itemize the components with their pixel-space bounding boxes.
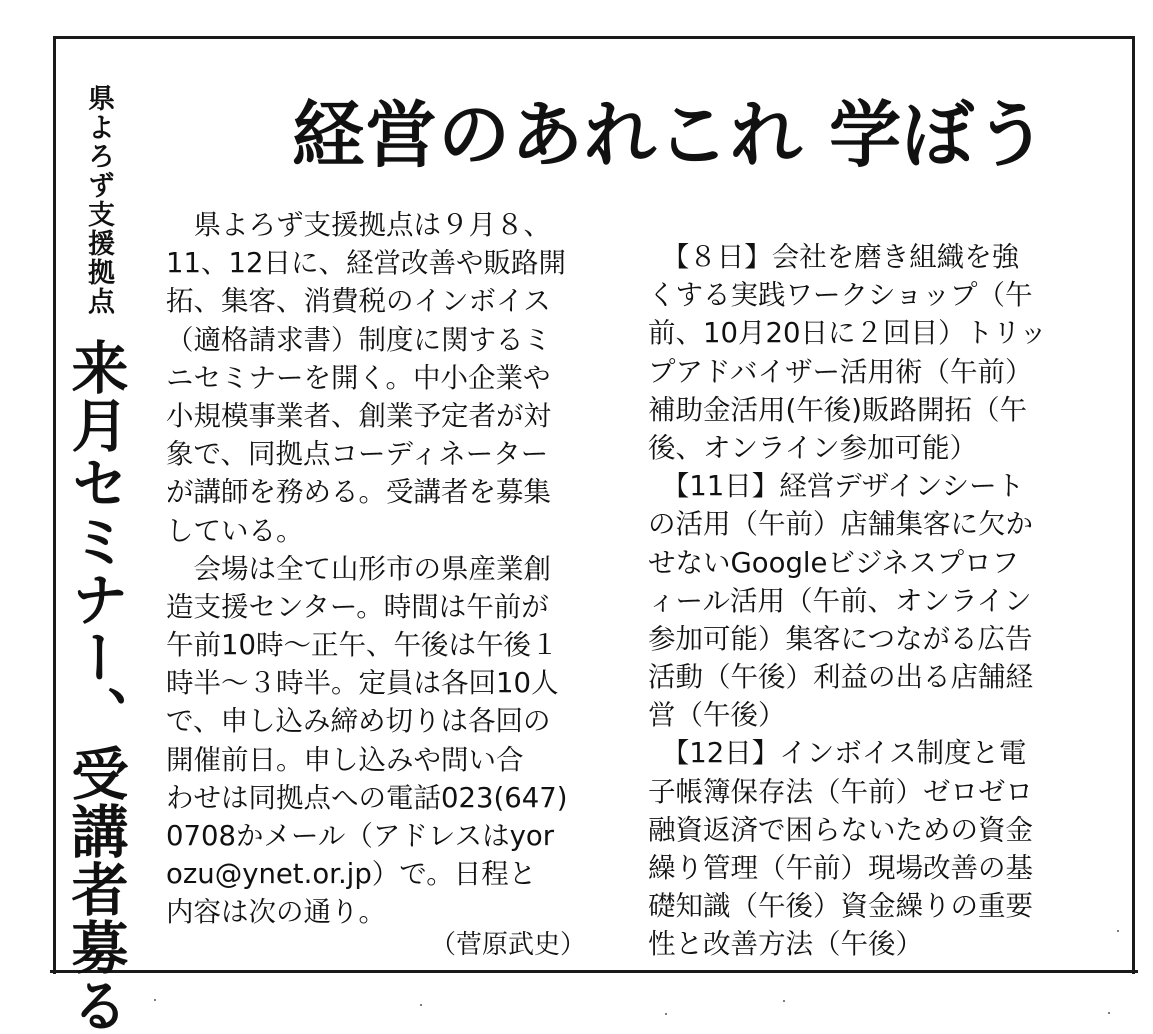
body-line: で、申し込み締め切りは各回の: [166, 705, 551, 738]
schedule-line: 前、10月20日に２回目）トリッ: [648, 317, 1047, 350]
body-line: （適格請求書）制度に関するミ: [166, 323, 551, 356]
schedule-line: 性と改善方法（午後）: [648, 928, 923, 961]
schedule-line: 繰り管理（午前）現場改善の基: [648, 852, 1033, 884]
body-line: ozu@ynet.or.jp）で。日程と: [166, 858, 537, 891]
schedule-line: 礎知識（午後）資金繰りの重要: [648, 890, 1033, 923]
scan-speck: [1108, 1012, 1110, 1014]
schedule-line: プアドバイザー活用術（午前）: [648, 355, 1033, 388]
body-line: 0708かメール（アドレスはyor: [166, 820, 555, 852]
schedule-line: 参加可能）集客につながる広告: [648, 622, 1033, 655]
body-line: 午前10時～正午、午後は午後１: [166, 629, 559, 662]
body-line: 開催前日。申し込みや問い合: [166, 743, 524, 776]
body-line: 拓、集客、消費税のインボイス: [166, 285, 551, 318]
schedule-line: 子帳簿保存法（午前）ゼロゼロ: [648, 775, 1033, 808]
body-line: 内容は次の通り。: [166, 896, 386, 929]
body-column-left: [166, 206, 567, 932]
body-line: が講師を務める。受講者を募集: [166, 476, 551, 509]
subheadline-vertical: 来月セミナー、受講者募る: [62, 338, 129, 1034]
schedule-line: 活動（午後）利益の出る店舗経: [648, 661, 1033, 694]
body-line: 象で、同拠点コーディネーター: [166, 438, 549, 471]
byline: （菅原武史）: [430, 930, 587, 960]
schedule-line: 【８日】会社を磨き組織を強: [648, 241, 1020, 273]
schedule-line: 【11日】経営デザインシート: [648, 470, 1025, 503]
schedule-line: の活用（午前）店舗集客に欠か: [648, 508, 1033, 541]
schedule-line: 【12日】インボイス制度と電: [648, 737, 1027, 770]
schedule-line: 融資返済で困らないための資金: [648, 813, 1033, 846]
body-line: 県よろず支援拠点は９月８、: [166, 209, 551, 241]
body-line: 11、12日に、経営改善や販路開: [166, 247, 566, 280]
body-line: ニセミナーを開く。中小企業や: [166, 361, 551, 394]
body-column-right: [648, 238, 1047, 964]
scan-speck: [1117, 930, 1119, 932]
schedule-line: 補助金活用(午後)販路開拓（午: [648, 393, 1027, 426]
body-line: わせは同拠点への電話023(647): [166, 781, 568, 814]
body-line: 時半～３時半。定員は各回10人: [166, 667, 559, 700]
schedule-line: 後、オンライン参加可能）: [648, 431, 978, 464]
headline: 経営のあれこれ 学ぼう: [292, 92, 1049, 177]
body-line: 会場は全て山形市の県産業創: [166, 552, 551, 585]
bottom-rule: [50, 970, 1138, 973]
body-line: 小規模事業者、創業予定者が対: [166, 399, 551, 432]
schedule-line: ィール活用（午前、オンライン: [648, 584, 1032, 617]
kicker-vertical: 県よろず支援拠点: [83, 84, 114, 316]
scan-speck: [154, 999, 156, 1001]
body-line: 造支援センター。時間は午前が: [166, 590, 549, 623]
schedule-line: せないGoogleビジネスプロフ: [648, 546, 1020, 579]
schedule-line: くする実践ワークショップ（午: [648, 279, 1033, 312]
scan-speck: [783, 1000, 785, 1002]
schedule-line: 営（午後）: [648, 699, 786, 732]
scan-speck: [665, 1013, 667, 1015]
scan-speck: [420, 1004, 422, 1006]
body-line: している。: [166, 514, 304, 547]
